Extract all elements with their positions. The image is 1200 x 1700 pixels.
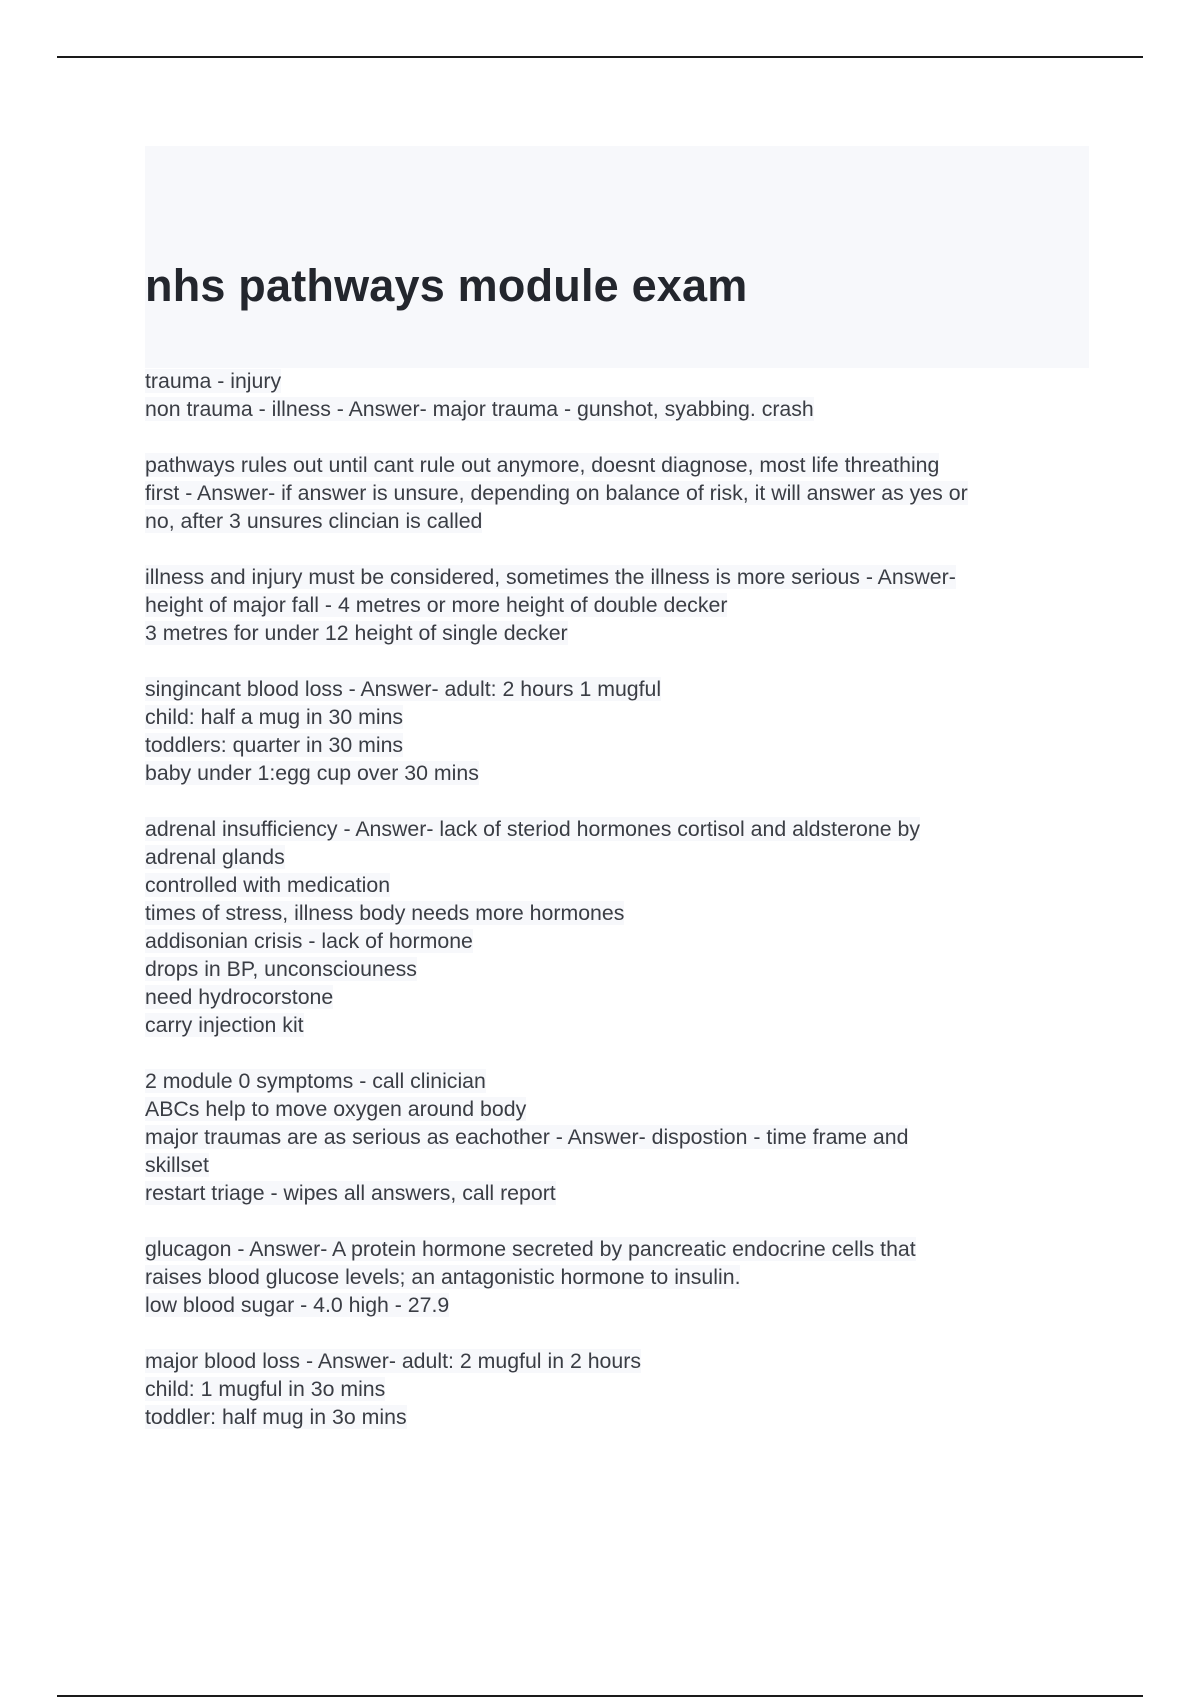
qa-block-4 <box>145 675 1089 787</box>
text-line: height of major fall - 4 metres or more height of double decker <box>145 593 728 617</box>
title-background <box>145 146 1089 368</box>
text-line: adrenal insufficiency - Answer- lack of steriod hormones cortisol and aldsterone by <box>145 817 920 841</box>
text-line: major blood loss - Answer- adult: 2 mugful in 2 hours <box>145 1349 641 1373</box>
text-line: need hydrocorstone <box>145 985 334 1009</box>
text-line: carry injection kit <box>145 1013 304 1037</box>
text-line: adrenal glands <box>145 845 285 869</box>
qa-block-7 <box>145 1235 1089 1319</box>
text-line: child: half a mug in 30 mins <box>145 705 404 729</box>
text-line: raises blood glucose levels; an antagonistic hormone to insulin. <box>145 1265 741 1289</box>
text-line: glucagon - Answer- A protein hormone secreted by pancreatic endocrine cells that <box>145 1237 916 1261</box>
text-line: non trauma - illness - Answer- major trauma - gunshot, syabbing. crash <box>145 397 814 421</box>
text-line: drops in BP, unconsciouness <box>145 957 417 981</box>
qa-block-1 <box>145 367 1089 423</box>
text-line: toddlers: quarter in 30 mins <box>145 733 404 757</box>
text-line: times of stress, illness body needs more hormones <box>145 901 625 925</box>
text-line: first - Answer- if answer is unsure, depending on balance of risk, it will answer as yes or <box>145 481 968 505</box>
text-line: illness and injury must be considered, sometimes the illness is more serious - Answer- <box>145 565 956 589</box>
text-line: restart triage - wipes all answers, call report <box>145 1181 556 1205</box>
text-line: ABCs help to move oxygen around body <box>145 1097 527 1121</box>
qa-block-8 <box>145 1347 1089 1431</box>
text-line: toddler: half mug in 3o mins <box>145 1405 407 1429</box>
text-line: skillset <box>145 1153 209 1177</box>
text-line: controlled with medication <box>145 873 391 897</box>
text-line: child: 1 mugful in 3o mins <box>145 1377 386 1401</box>
text-line: 2 module 0 symptoms - call clinician <box>145 1069 486 1093</box>
text-line: 3 metres for under 12 height of single decker <box>145 621 568 645</box>
text-line: singincant blood loss - Answer- adult: 2 hours 1 mugful <box>145 677 662 701</box>
qa-block-3 <box>145 563 1089 647</box>
text-line: low blood sugar - 4.0 high - 27.9 <box>145 1293 450 1317</box>
document-body <box>145 367 1089 1459</box>
top-divider <box>57 56 1143 58</box>
text-line: no, after 3 unsures clincian is called <box>145 509 483 533</box>
text-line: addisonian crisis - lack of hormone <box>145 929 473 953</box>
qa-block-5 <box>145 815 1089 1039</box>
text-line: baby under 1:egg cup over 30 mins <box>145 761 479 785</box>
text-line: pathways rules out until cant rule out anymore, doesnt diagnose, most life threathing <box>145 453 940 477</box>
text-line: major traumas are as serious as eachother - Answer- dispostion - time frame and <box>145 1125 909 1149</box>
qa-block-2 <box>145 451 1089 535</box>
bottom-divider <box>57 1695 1143 1697</box>
text-line: trauma - injury <box>145 369 282 393</box>
page-title: nhs pathways module exam <box>145 260 748 311</box>
qa-block-6 <box>145 1067 1089 1207</box>
